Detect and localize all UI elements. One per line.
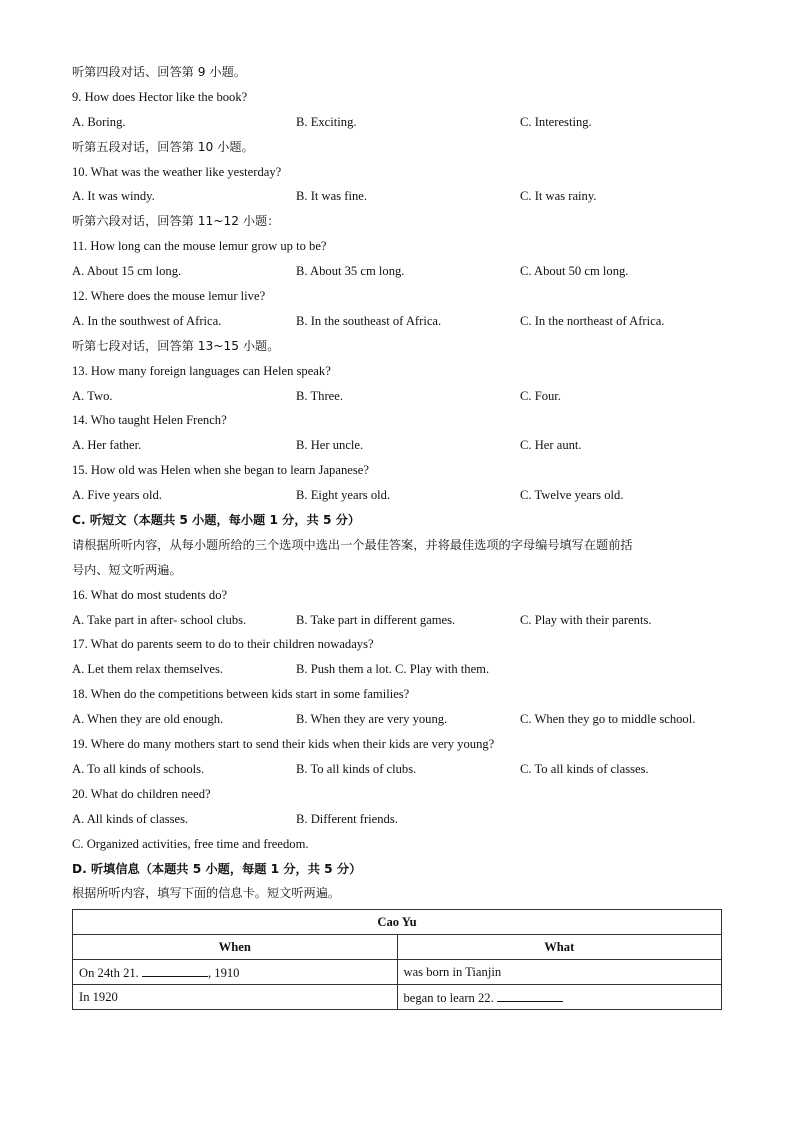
answer-blank-22[interactable] — [497, 989, 563, 1002]
question-text: 11. How long can the mouse lemur grow up to be? — [72, 239, 327, 254]
option-c: C. Interesting. — [520, 114, 592, 129]
instruction-text: 听第四段对话、回答第 9 小题。 — [72, 65, 246, 79]
option-b: B. Exciting. — [296, 114, 357, 129]
document-body — [72, 60, 722, 906]
option-a: A. It was windy. — [72, 189, 155, 204]
answer-options — [72, 707, 722, 732]
table-title: Cao Yu — [73, 910, 722, 935]
option-b: B. When they are very young. — [296, 712, 448, 727]
option-c: C. About 50 cm long. — [520, 264, 629, 279]
question-text: 16. What do most students do? — [72, 587, 228, 602]
section-heading: C. 听短文（本题共 5 小题，每小题 1 分，共 5 分） — [72, 513, 361, 528]
option-b: B. In the southeast of Africa. — [296, 313, 442, 328]
option-b: B. Her uncle. — [296, 438, 364, 453]
answer-options — [72, 807, 722, 832]
question-text: 17. What do parents seem to do to their children nowadays? — [72, 637, 374, 652]
option-c: C. Play with their parents. — [520, 612, 652, 627]
answer-options — [72, 309, 722, 334]
table-row — [73, 960, 722, 985]
option-b: B. Eight years old. — [296, 488, 391, 503]
question-text: 14. Who taught Helen French? — [72, 413, 227, 428]
instruction-text: 听第六段对话，回答第 11~12 小题： — [72, 214, 280, 229]
answer-options — [72, 110, 722, 135]
option-c: C. Four. — [520, 388, 561, 403]
question-text: 18. When do the competitions between kids start in some families? — [72, 687, 410, 702]
answer-options — [72, 757, 722, 782]
question-text: 10. What was the weather like yesterday? — [72, 164, 282, 179]
table-cell-when: On 24th 21. , 1910 — [73, 960, 398, 985]
option-c: C. Her aunt. — [520, 438, 582, 453]
question-text: 15. How old was Helen when she began to learn Japanese? — [72, 463, 369, 478]
question-text: 20. What do children need? — [72, 786, 211, 801]
option-c: C. In the northeast of Africa. — [520, 313, 665, 328]
answer-blank-21[interactable] — [142, 964, 208, 977]
question-text: 13. How many foreign languages can Helen speak? — [72, 363, 331, 378]
option-b: B. Three. — [296, 388, 343, 403]
table-cell-what: was born in Tianjin — [397, 960, 722, 985]
table-cell-what: began to learn 22. — [397, 985, 722, 1010]
column-header-what: What — [397, 935, 722, 960]
option-c: C. When they go to middle school. — [520, 712, 696, 727]
answer-options — [72, 483, 722, 508]
option-b: B. About 35 cm long. — [296, 264, 405, 279]
question-text: 9. How does Hector like the book? — [72, 89, 248, 104]
instruction-text: 根据所听内容，填写下面的信息卡。短文听两遍。 — [72, 886, 341, 901]
option-a: A. Five years old. — [72, 488, 162, 503]
option-a: A. Boring. — [72, 114, 126, 129]
info-card-table — [72, 909, 722, 1010]
column-header-when: When — [73, 935, 398, 960]
table-cell-when: In 1920 — [73, 985, 398, 1010]
answer-options — [72, 608, 722, 633]
answer-options — [72, 259, 722, 284]
table-row — [73, 985, 722, 1010]
option-a: A. All kinds of classes. — [72, 811, 189, 826]
question-text: 12. Where does the mouse lemur live? — [72, 289, 266, 304]
option-b: B. Push them a lot. C. Play with them. — [296, 662, 490, 677]
option-c: C. It was rainy. — [520, 189, 597, 204]
instruction-text: 号内、短文听两遍。 — [72, 562, 182, 577]
answer-options — [72, 433, 722, 458]
option-a: A. Her father. — [72, 438, 142, 453]
question-text: 19. Where do many mothers start to send their kids when their kids are very young? — [72, 737, 495, 752]
option-c: C. To all kinds of classes. — [520, 761, 649, 776]
option-c: C. Twelve years old. — [520, 488, 624, 503]
question-text: C. Organized activities, free time and freedom. — [72, 836, 309, 851]
option-a: A. Take part in after- school clubs. — [72, 612, 247, 627]
answer-options — [72, 184, 722, 209]
option-b: B. To all kinds of clubs. — [296, 761, 417, 776]
instruction-text: 听第五段对话，回答第 10 小题。 — [72, 139, 254, 154]
option-b: B. It was fine. — [296, 189, 367, 204]
option-a: A. To all kinds of schools. — [72, 761, 205, 776]
option-b: B. Different friends. — [296, 811, 398, 826]
instruction-text: 听第七段对话，回答第 13~15 小题。 — [72, 338, 280, 353]
option-a: A. About 15 cm long. — [72, 264, 182, 279]
instruction-text: 请根据所听内容，从每小题所给的三个选项中选出一个最佳答案，并将最佳选项的字母编号填写在题前括 — [72, 537, 633, 552]
option-a: A. When they are old enough. — [72, 712, 224, 727]
answer-options — [72, 384, 722, 409]
option-b: B. Take part in different games. — [296, 612, 456, 627]
option-a: A. In the southwest of Africa. — [72, 313, 222, 328]
option-a: A. Two. — [72, 388, 113, 403]
section-heading: D. 听填信息（本题共 5 小题，每题 1 分，共 5 分） — [72, 861, 362, 876]
option-a: A. Let them relax themselves. — [72, 662, 224, 677]
answer-options — [72, 657, 722, 682]
